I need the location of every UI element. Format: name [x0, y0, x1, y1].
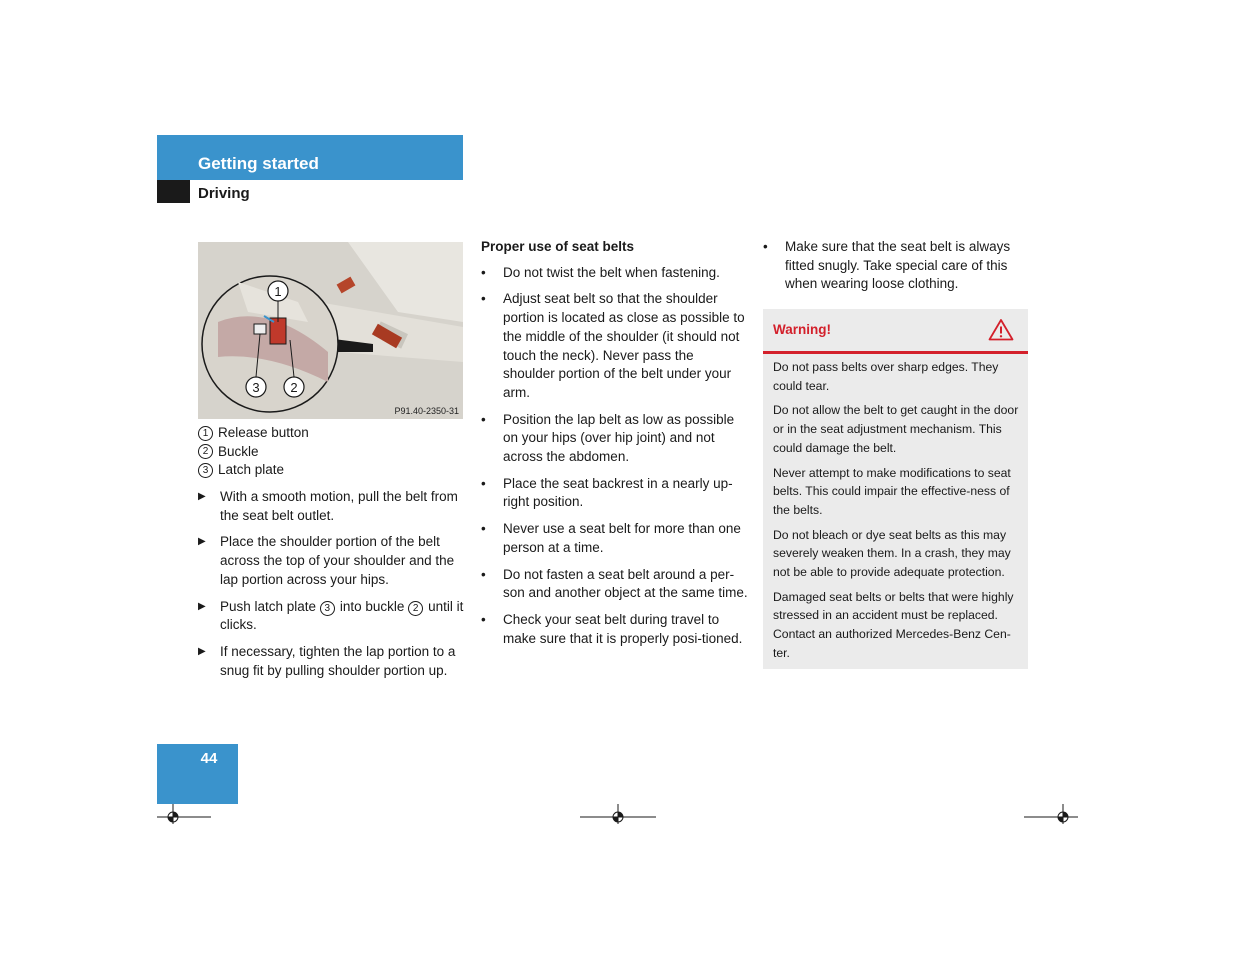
instruction-step: [198, 533, 466, 589]
warning-body: [763, 354, 1028, 663]
warning-paragraph: Do not allow the belt to get caught in the door or in the seat adjustment mechanism. This could damage the belt.: [773, 403, 1019, 455]
bullet-dot-icon: •: [481, 475, 486, 491]
bullet-text: Never use a seat belt for more than one person at a time.: [503, 521, 741, 555]
bullet-dot-icon: •: [763, 239, 768, 254]
step-text: If necessary, tighten the lap portion to a snug fit by pulling shoulder portion up.: [220, 643, 456, 678]
bullet-item: [481, 290, 749, 402]
section-title: Getting started: [198, 154, 319, 173]
step-text-part: until it clicks.: [220, 598, 464, 633]
step-arrow-icon: ▶: [198, 645, 206, 657]
bullet-text: Check your seat belt during travel to make sure that it is properly posi-tioned.: [503, 611, 743, 646]
crop-mark-icon: [1024, 802, 1078, 824]
legend-number: 2: [198, 444, 213, 459]
warning-header: [763, 309, 1028, 354]
legend-item: [198, 424, 468, 443]
crop-mark-icon: [157, 802, 211, 824]
bullet-item: [481, 411, 749, 467]
bullet-item: [481, 475, 749, 512]
bullet-text: Do not fasten a seat belt around a per-son and another object at the same time.: [503, 566, 748, 601]
seat-belt-illustration: [198, 242, 463, 419]
page-number-box: [157, 744, 238, 804]
step-text-part: Push latch plate: [220, 598, 317, 614]
bullet-item: [481, 264, 749, 283]
legend-label: Release button: [218, 425, 309, 440]
subsection-title: Driving: [198, 185, 250, 202]
bullet-text: Position the lap belt as low as possible on your hips (over hip joint) and not across the abdomen.: [503, 411, 735, 465]
warning-paragraph: Damaged seat belts or belts that were highly stressed in an accident must be replaced. Contact an authorized Mercedes-Benz Cen-ter.: [773, 589, 1014, 660]
step-arrow-icon: ▶: [198, 491, 206, 502]
step-text: [220, 598, 466, 635]
bullet-item: [481, 520, 749, 557]
inline-callout-number: 2: [408, 601, 423, 616]
figure-callout-3: 3: [252, 380, 260, 395]
bullet-dot-icon: •: [481, 291, 486, 307]
step-text-part: into buckle: [339, 598, 405, 614]
seat-belt-use-column: [481, 238, 749, 656]
page-number: 44: [200, 750, 218, 767]
bullet-item: [763, 238, 1028, 294]
bullet-dot-icon: •: [481, 411, 486, 427]
warning-box: [763, 309, 1028, 669]
figure-callout-2: 2: [290, 380, 298, 395]
legend-item: [198, 461, 468, 480]
instruction-step: [198, 598, 466, 635]
bullet-item: [481, 566, 749, 603]
warning-paragraph: Never attempt to make modifications to seat belts. This could impair the effective-ness of the belts.: [773, 465, 1011, 517]
seat-belt-figure: [198, 242, 463, 419]
bullet-dot-icon: •: [481, 264, 486, 280]
bullet-text: Adjust seat belt so that the shoulder portion is located as close as possible to the middle of the shoulder (it should not touch the neck). Never pass the shoulder portion of the belt under your arm.: [503, 291, 745, 400]
figure-callout-1: 1: [274, 284, 282, 299]
bullet-dot-icon: •: [481, 611, 486, 627]
bullet-dot-icon: •: [481, 521, 486, 537]
warning-paragraph: Do not bleach or dye seat belts as this may severely weaken them. In a crash, they may not be able to provide adequate protection.: [773, 527, 1011, 580]
legend-number: 3: [198, 463, 213, 478]
step-text: Place the shoulder portion of the belt across the top of your shoulder and the lap portion across your hips.: [220, 534, 455, 587]
figure-legend: [198, 424, 468, 480]
instruction-step: [198, 488, 466, 525]
bullet-text: Make sure that the seat belt is always fitted snugly. Take special care of this when wearing loose clothing.: [785, 239, 1011, 292]
step-arrow-icon: ▶: [198, 600, 206, 612]
warning-title: Warning!: [773, 322, 831, 337]
bullet-text: Place the seat backrest in a nearly up-right position.: [503, 475, 733, 510]
legend-label: Buckle: [218, 443, 259, 459]
figure-code: P91.40-2350-31: [394, 406, 459, 416]
inline-callout-number: 3: [320, 601, 335, 616]
instruction-steps: [198, 488, 466, 688]
legend-item: [198, 443, 468, 462]
warning-paragraph: Do not pass belts over sharp edges. They could tear.: [773, 360, 999, 393]
bullet-item: [481, 611, 749, 648]
column-heading: Proper use of seat belts: [481, 239, 635, 254]
legend-number: 1: [198, 426, 213, 441]
step-arrow-icon: ▶: [198, 536, 206, 548]
step-text: With a smooth motion, pull the belt from the seat belt outlet.: [220, 489, 458, 523]
instruction-step: [198, 643, 466, 680]
bullet-text: Do not twist the belt when fastening.: [503, 264, 720, 280]
snug-fit-column: [763, 238, 1028, 302]
bullet-dot-icon: •: [481, 566, 486, 582]
warning-triangle-icon: [988, 318, 1014, 341]
legend-label: Latch plate: [218, 462, 285, 477]
crop-mark-icon: [580, 802, 656, 824]
subsection-marker: [157, 180, 190, 203]
